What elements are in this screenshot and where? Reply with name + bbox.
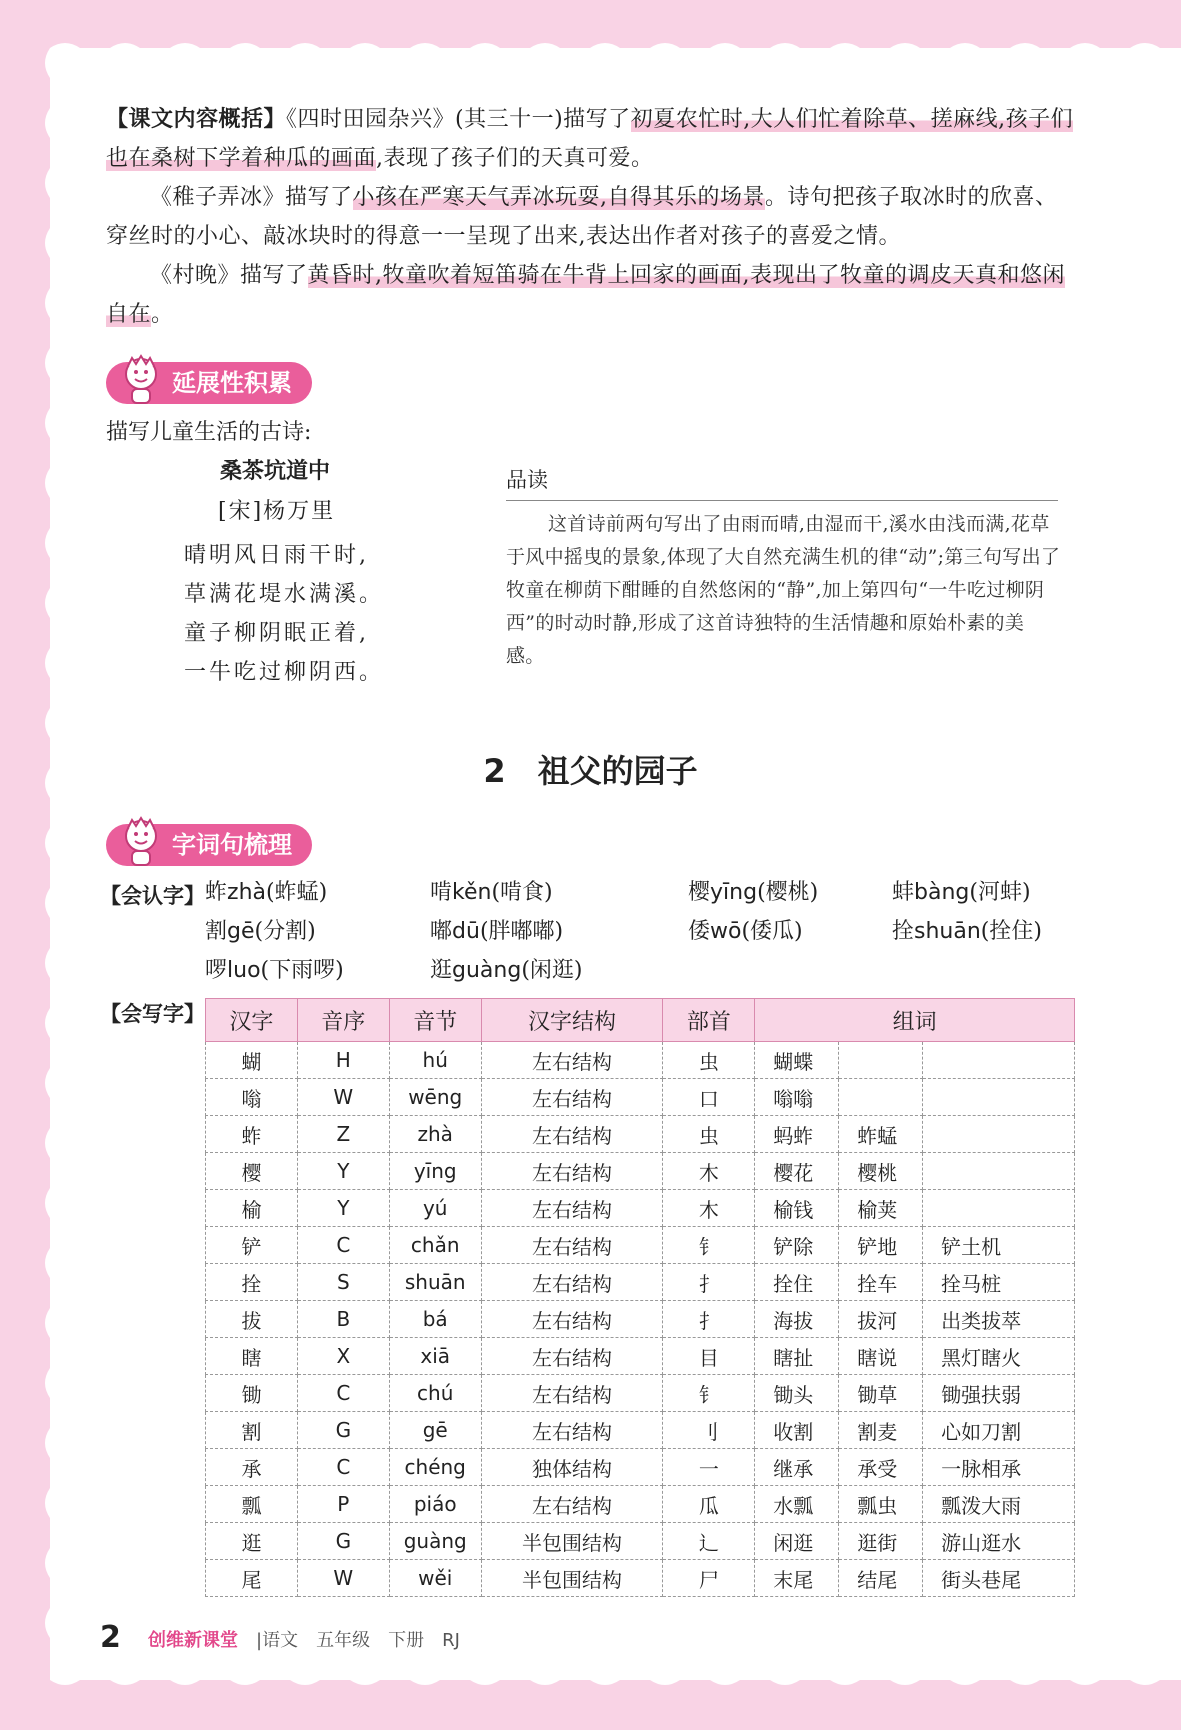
word-cell: 闲逛 xyxy=(755,1523,839,1560)
recognize-item: 倭wō(倭瓜) xyxy=(688,919,803,944)
char-cell: 蚱 xyxy=(206,1116,298,1153)
letter-cell: S xyxy=(297,1264,389,1301)
summary-paragraph-2: 《稚子弄冰》描写了小孩在严寒天气弄冰玩耍,自得其乐的场景。诗句把孩子取冰时的欣喜、穿丝时的小心、敲冰块时的得意一一呈现了出来,表达出作者对孩子的喜爱之情。 xyxy=(106,185,1058,249)
write-characters-table xyxy=(205,998,1075,1597)
pinyin-cell: wēng xyxy=(389,1079,481,1116)
radical-cell: 木 xyxy=(663,1153,755,1190)
appreciation-divider xyxy=(506,500,1058,501)
pinyin-cell: yú xyxy=(389,1190,481,1227)
pinyin-cell: yīng xyxy=(389,1153,481,1190)
word-cell: 锄头 xyxy=(755,1375,839,1412)
letter-cell: H xyxy=(297,1042,389,1079)
table-row xyxy=(206,1560,1075,1597)
char-cell: 瞎 xyxy=(206,1338,298,1375)
table-body xyxy=(206,1042,1075,1597)
radical-cell: 尸 xyxy=(663,1560,755,1597)
letter-cell: X xyxy=(297,1338,389,1375)
table-row xyxy=(206,1523,1075,1560)
char-cell: 铲 xyxy=(206,1227,298,1264)
word-cell: 拴马桩 xyxy=(923,1264,1075,1301)
word-cell: 水瓢 xyxy=(755,1486,839,1523)
char-cell: 锄 xyxy=(206,1375,298,1412)
table-row xyxy=(206,1190,1075,1227)
radical-cell: 扌 xyxy=(663,1301,755,1338)
char-cell: 拔 xyxy=(206,1301,298,1338)
lesson-title: 2 祖父的园子 xyxy=(483,752,698,790)
header-cell: 部首 xyxy=(663,999,755,1042)
word-cell: 榆荚 xyxy=(839,1190,923,1227)
word-cell: 铲土机 xyxy=(923,1227,1075,1264)
word-cell xyxy=(839,1079,923,1116)
brand-name: 创维新课堂 xyxy=(148,1630,238,1651)
summary-highlight-3: 黄昏时,牧童吹着短笛骑在牛背上回家的画面,表现出了牧童的调皮天真和悠闲自在 xyxy=(106,263,1066,327)
recognize-item: 啃kěn(啃食) xyxy=(430,880,553,905)
structure-cell: 左右结构 xyxy=(481,1227,663,1264)
structure-cell: 左右结构 xyxy=(481,1338,663,1375)
table-row xyxy=(206,1264,1075,1301)
radical-cell: 辶 xyxy=(663,1523,755,1560)
radical-cell: 钅 xyxy=(663,1227,755,1264)
poem-line: 童子柳阴眠正着, xyxy=(184,621,369,646)
structure-cell: 左右结构 xyxy=(481,1153,663,1190)
pinyin-cell: chú xyxy=(389,1375,481,1412)
word-cell: 蝴蝶 xyxy=(755,1042,839,1079)
word-cell: 拴车 xyxy=(839,1264,923,1301)
pinyin-cell: xiā xyxy=(389,1338,481,1375)
word-cell: 瞎说 xyxy=(839,1338,923,1375)
char-cell: 蝴 xyxy=(206,1042,298,1079)
char-cell: 瓢 xyxy=(206,1486,298,1523)
table-row xyxy=(206,1153,1075,1190)
recognize-item: 拴shuān(拴住) xyxy=(892,919,1042,944)
pinyin-cell: shuān xyxy=(389,1264,481,1301)
word-cell: 樱桃 xyxy=(839,1153,923,1190)
pinyin-cell: chǎn xyxy=(389,1227,481,1264)
word-cell: 海拔 xyxy=(755,1301,839,1338)
table-row xyxy=(206,1412,1075,1449)
radical-cell: 口 xyxy=(663,1079,755,1116)
structure-cell: 左右结构 xyxy=(481,1042,663,1079)
book-info: |语文 五年级 下册 RJ xyxy=(256,1630,460,1651)
word-cell: 樱花 xyxy=(755,1153,839,1190)
letter-cell: B xyxy=(297,1301,389,1338)
table-row xyxy=(206,1375,1075,1412)
word-cell: 锄草 xyxy=(839,1375,923,1412)
word-cell: 拔河 xyxy=(839,1301,923,1338)
recognize-item: 啰luo(下雨啰) xyxy=(205,958,344,983)
word-cell: 游山逛水 xyxy=(923,1523,1075,1560)
table-header-row xyxy=(206,999,1075,1042)
mascot-icon xyxy=(118,816,164,868)
letter-cell: P xyxy=(297,1486,389,1523)
letter-cell: W xyxy=(297,1079,389,1116)
header-cell: 汉字 xyxy=(206,999,298,1042)
appreciation-body: 这首诗前两句写出了由雨而晴,由湿而干,溪水由浅而满,花草于风中摇曳的景象,体现了大自然充满生机的律“动”;第三句写出了牧童在柳荫下酣睡的自然悠闲的“静”,加上第四句“一牛吃过柳阴西”的时动时静,形成了这首诗独特的生活情趣和原始朴素的美感。 xyxy=(506,513,1061,667)
summary-paragraph-1: 【课文内容概括】《四时田园杂兴》(其三十一)描写了初夏农忙时,大人们忙着除草、搓麻线,孩子们也在桑树下学着种瓜的画面,表现了孩子们的天真可爱。 xyxy=(106,107,1074,171)
word-cell: 蚱蜢 xyxy=(839,1116,923,1153)
pinyin-cell: guàng xyxy=(389,1523,481,1560)
word-cell: 黑灯瞎火 xyxy=(923,1338,1075,1375)
word-cell: 收割 xyxy=(755,1412,839,1449)
table-row xyxy=(206,1449,1075,1486)
letter-cell: C xyxy=(297,1227,389,1264)
radical-cell: 一 xyxy=(663,1449,755,1486)
pinyin-cell: hú xyxy=(389,1042,481,1079)
word-cell: 结尾 xyxy=(839,1560,923,1597)
pinyin-cell: zhà xyxy=(389,1116,481,1153)
radical-cell: 虫 xyxy=(663,1042,755,1079)
extension-intro: 描写儿童生活的古诗: xyxy=(106,420,312,445)
word-cell: 拴住 xyxy=(755,1264,839,1301)
header-cell: 音节 xyxy=(389,999,481,1042)
letter-cell: G xyxy=(297,1523,389,1560)
pinyin-cell: piáo xyxy=(389,1486,481,1523)
radical-cell: 虫 xyxy=(663,1116,755,1153)
summary-highlight-1: 初夏农忙时,大人们忙着除草、搓麻线,孩子们也在桑树下学着种瓜的画面 xyxy=(106,107,1074,171)
pinyin-cell: gē xyxy=(389,1412,481,1449)
header-cell: 汉字结构 xyxy=(481,999,663,1042)
word-cell xyxy=(923,1153,1075,1190)
letter-cell: G xyxy=(297,1412,389,1449)
recognize-item: 樱yīng(樱桃) xyxy=(688,880,819,905)
words-badge: 字词句梳理 xyxy=(106,824,312,866)
char-cell: 逛 xyxy=(206,1523,298,1560)
summary-highlight-2: 小孩在严寒天气弄冰玩耍,自得其乐的场景 xyxy=(352,185,766,210)
table-row xyxy=(206,1079,1075,1116)
poem-line: 草满花堤水满溪。 xyxy=(184,582,385,607)
radical-cell: 扌 xyxy=(663,1264,755,1301)
letter-cell: C xyxy=(297,1449,389,1486)
word-cell xyxy=(923,1042,1075,1079)
word-cell: 继承 xyxy=(755,1449,839,1486)
structure-cell: 左右结构 xyxy=(481,1375,663,1412)
pinyin-cell: wěi xyxy=(389,1560,481,1597)
header-cell: 音序 xyxy=(297,999,389,1042)
table-row xyxy=(206,1227,1075,1264)
table-row xyxy=(206,1042,1075,1079)
word-cell: 街头巷尾 xyxy=(923,1560,1075,1597)
poem-author: [宋]杨万里 xyxy=(218,499,336,524)
char-cell: 嗡 xyxy=(206,1079,298,1116)
pinyin-cell: chéng xyxy=(389,1449,481,1486)
poem-line: 晴明风日雨干时, xyxy=(184,543,369,568)
word-cell xyxy=(923,1116,1075,1153)
summary-label: 【课文内容概括】 xyxy=(106,107,287,132)
char-cell: 承 xyxy=(206,1449,298,1486)
word-cell: 末尾 xyxy=(755,1560,839,1597)
letter-cell: C xyxy=(297,1375,389,1412)
word-cell: 逛街 xyxy=(839,1523,923,1560)
structure-cell: 左右结构 xyxy=(481,1079,663,1116)
table-row xyxy=(206,1486,1075,1523)
word-cell xyxy=(923,1079,1075,1116)
word-cell: 嗡嗡 xyxy=(755,1079,839,1116)
char-cell: 尾 xyxy=(206,1560,298,1597)
structure-cell: 独体结构 xyxy=(481,1449,663,1486)
word-cell: 锄强扶弱 xyxy=(923,1375,1075,1412)
recognize-label: 【会认字】 xyxy=(100,884,205,908)
word-cell: 瓢虫 xyxy=(839,1486,923,1523)
radical-cell: 瓜 xyxy=(663,1486,755,1523)
word-cell: 割麦 xyxy=(839,1412,923,1449)
char-cell: 拴 xyxy=(206,1264,298,1301)
radical-cell: 目 xyxy=(663,1338,755,1375)
header-cell: 组词 xyxy=(755,999,1075,1042)
radical-cell: 钅 xyxy=(663,1375,755,1412)
structure-cell: 左右结构 xyxy=(481,1412,663,1449)
recognize-item: 蚌bàng(河蚌) xyxy=(892,880,1031,905)
word-cell: 承受 xyxy=(839,1449,923,1486)
word-cell: 瞎扯 xyxy=(755,1338,839,1375)
word-cell: 瓢泼大雨 xyxy=(923,1486,1075,1523)
word-cell xyxy=(839,1042,923,1079)
structure-cell: 左右结构 xyxy=(481,1301,663,1338)
pinyin-cell: bá xyxy=(389,1301,481,1338)
structure-cell: 半包围结构 xyxy=(481,1560,663,1597)
word-cell: 铲地 xyxy=(839,1227,923,1264)
word-cell: 一脉相承 xyxy=(923,1449,1075,1486)
recognize-item: 逛guàng(闲逛) xyxy=(430,958,583,983)
letter-cell: Y xyxy=(297,1190,389,1227)
letter-cell: Y xyxy=(297,1153,389,1190)
word-cell: 心如刀割 xyxy=(923,1412,1075,1449)
structure-cell: 左右结构 xyxy=(481,1190,663,1227)
char-cell: 樱 xyxy=(206,1153,298,1190)
appreciation-title: 品读 xyxy=(506,468,548,492)
structure-cell: 左右结构 xyxy=(481,1116,663,1153)
word-cell: 榆钱 xyxy=(755,1190,839,1227)
word-cell: 出类拔萃 xyxy=(923,1301,1075,1338)
recognize-item: 蚱zhà(蚱蜢) xyxy=(205,880,328,905)
table-row xyxy=(206,1301,1075,1338)
radical-cell: 木 xyxy=(663,1190,755,1227)
extension-badge: 延展性积累 xyxy=(106,362,312,404)
structure-cell: 左右结构 xyxy=(481,1264,663,1301)
poem-line: 一牛吃过柳阴西。 xyxy=(184,660,385,685)
char-cell: 榆 xyxy=(206,1190,298,1227)
poem-title: 桑茶坑道中 xyxy=(220,459,331,484)
word-cell xyxy=(923,1190,1075,1227)
table-row xyxy=(206,1338,1075,1375)
word-cell: 铲除 xyxy=(755,1227,839,1264)
word-cell: 蚂蚱 xyxy=(755,1116,839,1153)
structure-cell: 半包围结构 xyxy=(481,1523,663,1560)
letter-cell: Z xyxy=(297,1116,389,1153)
page-number: 2 xyxy=(100,1620,121,1655)
structure-cell: 左右结构 xyxy=(481,1486,663,1523)
mascot-icon xyxy=(118,354,164,406)
summary-paragraph-3: 《村晚》描写了黄昏时,牧童吹着短笛骑在牛背上回家的画面,表现出了牧童的调皮天真和悠闲自在。 xyxy=(106,263,1066,327)
radical-cell: 刂 xyxy=(663,1412,755,1449)
recognize-item: 割gē(分割) xyxy=(205,919,316,944)
write-label: 【会写字】 xyxy=(100,1002,205,1026)
table-row xyxy=(206,1116,1075,1153)
recognize-item: 嘟dū(胖嘟嘟) xyxy=(430,919,564,944)
char-cell: 割 xyxy=(206,1412,298,1449)
letter-cell: W xyxy=(297,1560,389,1597)
